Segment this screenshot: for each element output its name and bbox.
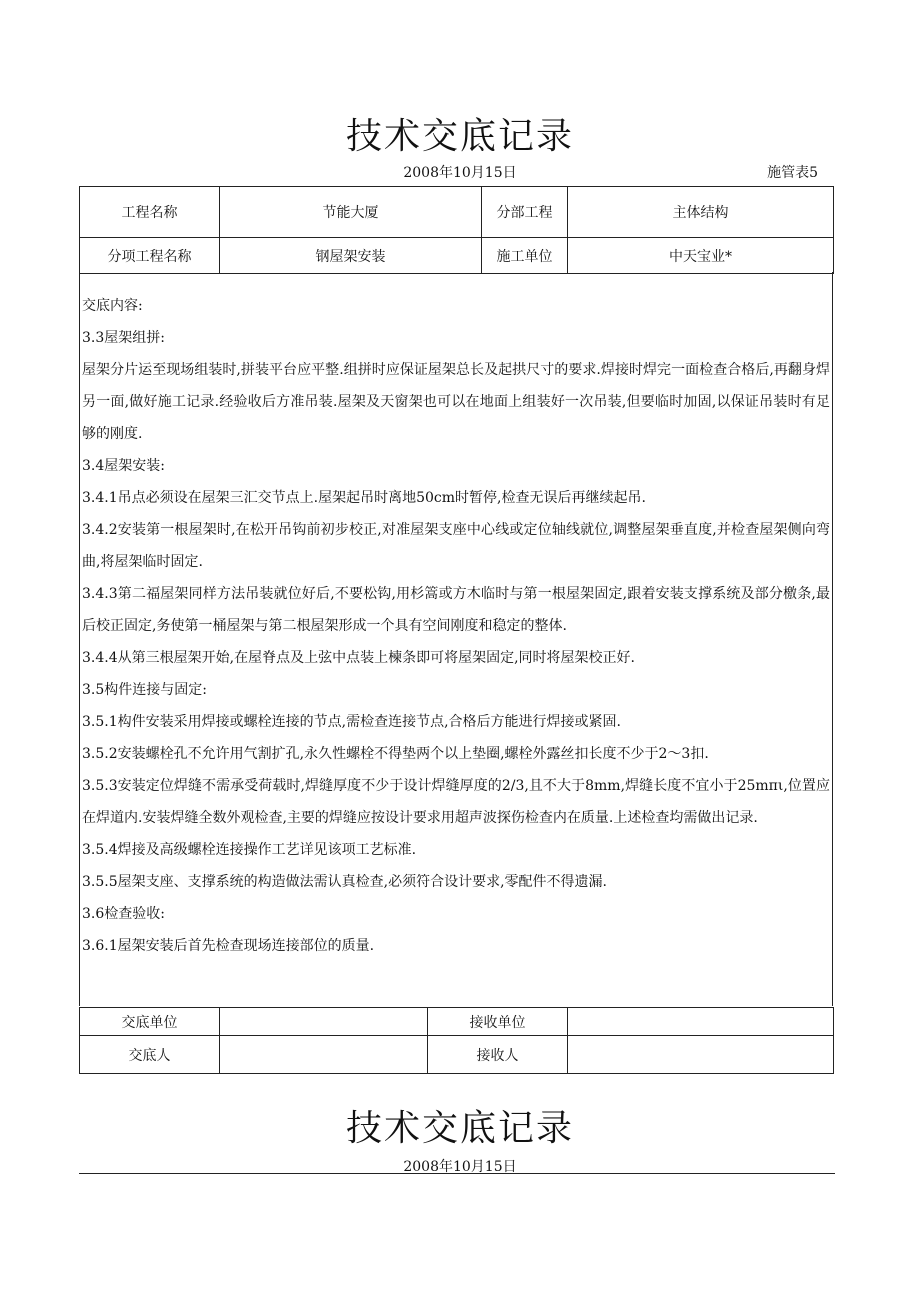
subitem-value: 钢屋架安装 (220, 238, 482, 274)
content-paragraph: 屋架分片运至现场组装时,拼装平台应平整.组拼时应保证屋架总长及起拱尺寸的要求.焊接时焊完一面检查合格后,再翻身焊另一面,做好施工记录.经验收后方准吊装.屋架及天窗架也可以在地面上组装好一次吊装,但要临时加固,以保证吊装时有足够的刚度. (82, 362, 830, 442)
issuer-unit-field[interactable] (220, 1008, 428, 1036)
content-paragraph: 3.6检查验收: (82, 906, 165, 922)
issuer-label: 交底人 (80, 1036, 220, 1074)
contractor-label: 施工单位 (482, 238, 568, 274)
issuer-unit-label: 交底单位 (80, 1008, 220, 1036)
second-page-date: 2008年10月15日 (403, 1159, 517, 1175)
record-date: 2008年10月15日 (403, 165, 517, 181)
disclosure-content (79, 272, 833, 1006)
content-paragraph: 3.5.4焊接及高级螺栓连接操作工艺详见该项工艺标准. (82, 842, 417, 858)
form-number: 施管表5 (767, 165, 818, 181)
second-page-title: 技术交底记录 (345, 1108, 574, 1149)
content-paragraph: 3.5.3安装定位焊缝不需承受荷载时,焊缝厚度不少于设计焊缝厚度的2/3,且不大于8mm,焊缝长度不宜小于25mπι,位置应在焊道内.安装焊缝全数外观检查,主要的焊缝应按设计要求用超声波探伤检查内在质量.上述检查均需做出记录. (82, 778, 830, 826)
table-row (80, 187, 834, 238)
receiver-label: 接收人 (428, 1036, 568, 1074)
content-paragraph: 3.4屋架安装: (82, 458, 165, 474)
table-row (80, 1036, 834, 1074)
content-paragraph: 3.4.2安装第一根屋架时,在松开吊钩前初步校正,对准屋架支座中心线或定位轴线就位,调整屋架垂直度,并检查屋架侧向弯曲,将屋架临时固定. (82, 522, 830, 570)
content-paragraph: 3.6.1屋架安装后首先检查现场连接部位的质量. (82, 938, 375, 954)
signature-table (79, 1007, 834, 1074)
issuer-field[interactable] (220, 1036, 428, 1074)
division-value: 主体结构 (568, 187, 834, 238)
content-paragraph: 3.5.5屋架支座、支撑系统的构造做法需认真检查,必须符合设计要求,零配件不得遗漏. (82, 874, 607, 890)
content-paragraph: 3.4.3第二福屋架同样方法吊装就位好后,不要松钩,用杉篙或方木临时与第一根屋架固定,跟着安装支撑系统及部分檄条,最后校正固定,务使第一桶屋架与第二根屋架形成一个具有空间刚度和稳定的整体. (82, 586, 830, 634)
divider (79, 1173, 835, 1174)
division-label: 分部工程 (482, 187, 568, 238)
content-paragraph: 3.5.2安装螺栓孔不允许用气割扩孔,永久性螺栓不得垫两个以上垫圈,螺栓外露丝扣长度不少于2〜3扣. (82, 746, 709, 762)
table-row (80, 1008, 834, 1036)
project-name-label: 工程名称 (80, 187, 220, 238)
table-row (80, 238, 834, 274)
content-paragraph: 交底内容: (82, 298, 143, 314)
receiver-field[interactable] (568, 1036, 834, 1074)
contractor-value: 中天宝业* (568, 238, 834, 274)
content-paragraphs (80, 272, 832, 962)
content-paragraph: 3.5.1构件安装采用焊接或螺栓连接的节点,需检查连接节点,合格后方能进行焊接或紧固. (82, 714, 621, 730)
subitem-label: 分项工程名称 (80, 238, 220, 274)
receiver-unit-field[interactable] (568, 1008, 834, 1036)
receiver-unit-label: 接收单位 (428, 1008, 568, 1036)
content-paragraph: 3.3屋架组拼: (82, 330, 165, 346)
project-info-table (79, 186, 834, 274)
content-paragraph: 3.4.1吊点必须设在屋架三汇交节点上.屋架起吊时离地50cm时暂停,检查无误后再继续起吊. (82, 490, 646, 506)
project-name-value: 节能大厦 (220, 187, 482, 238)
content-paragraph: 3.5构件连接与固定: (82, 682, 207, 698)
page-title: 技术交底记录 (345, 116, 574, 157)
content-paragraph: 3.4.4从第三根屋架开始,在屋脊点及上弦中点装上楝条即可将屋架固定,同时将屋架校正好. (82, 650, 635, 666)
